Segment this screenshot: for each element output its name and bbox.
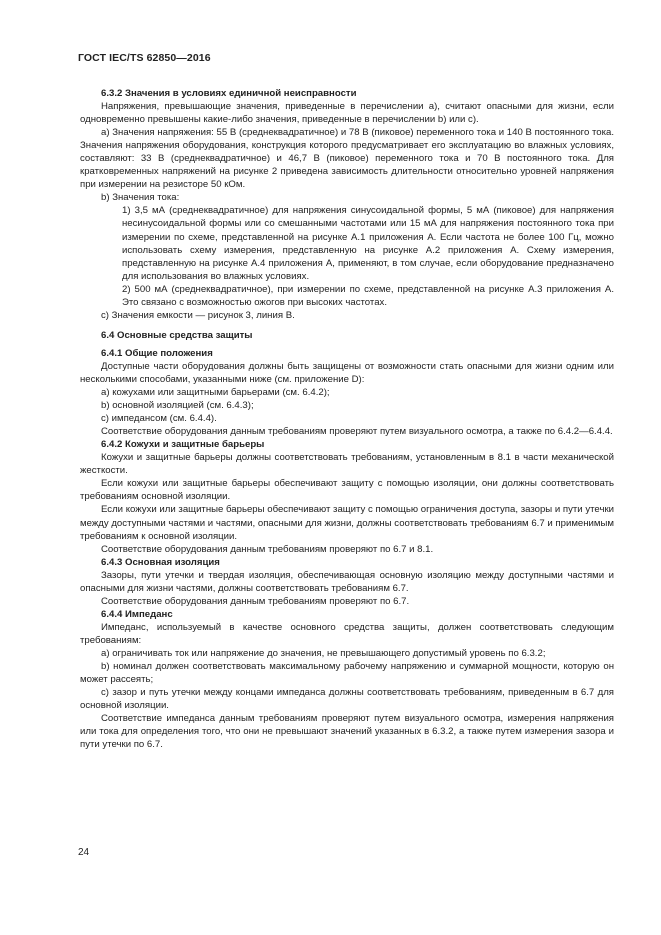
paragraph: а) кожухами или защитными барьерами (см. 6.4.2); xyxy=(101,387,330,399)
section-heading: 6.4.2 Кожухи и защитные барьеры xyxy=(101,439,265,451)
paragraph: b) номинал должен соответствовать максимальному рабочему напряжению и суммарной мощности, которую он может рассеять; xyxy=(80,661,614,686)
section-heading: 6.4.3 Основная изоляция xyxy=(101,556,220,568)
paragraph: Соответствие оборудования данным требованиям проверяют путем визуального осмотра, а также по 6.4.2—6.4.4. xyxy=(101,426,613,438)
document-body xyxy=(80,87,614,751)
paragraph: Если кожухи или защитные барьеры обеспечивают защиту с помощью изоляции, они должны соответствовать требованиям основной изоляции. xyxy=(80,478,614,503)
paragraph: Зазоры, пути утечки и твердая изоляция, обеспечивающая основную изоляцию между доступными частями и опасными для жизни частями, должны соответствовать требованиям 6.7. xyxy=(80,569,614,594)
paragraph: Напряжения, превышающие значения, приведенные в перечислении а), считают опасными для жизни, если одновременно превышены какие-либо значения, приведенные в перечислении b) или с). xyxy=(80,101,614,126)
paragraph: Доступные части оборудования должны быть защищены от возможности стать опасными для жизни одним или несколькими способами, указанными ниже (см. приложение D): xyxy=(80,360,614,385)
paragraph: Импеданс, используемый в качестве основного средства защиты, должен соответствовать следующим требованиям: xyxy=(80,621,614,646)
paragraph: с) Значения емкости — рисунок 3, линия В. xyxy=(101,309,295,321)
running-header: ГОСТ IEC/TS 62850—2016 xyxy=(78,52,211,64)
section-heading: 6.4.4 Импеданс xyxy=(101,608,173,620)
section-heading: 6.3.2 Значения в условиях единичной неисправности xyxy=(101,88,357,99)
paragraph: Если кожухи или защитные барьеры обеспечивают защиту с помощью ограничения доступа, зазоры и пути утечки между доступными частями и частями, опасными для жизни, должны соответствовать требованиям 6.7 и применимым требованиям к основной изоляции. xyxy=(80,504,614,542)
paragraph: 1) 3,5 мА (среднеквадратичное) для напряжения синусоидальной формы, 5 мА (пиковое) для напряжения несинусоидальной формы или со смешанными частотами или 15 мА для напряжения постоянного тока при измерении по схеме, представленной на рисунке А.1 приложения А. Если частота не более 100 Гц, можно использовать схему измерения, представленную на рисунке А.2 приложения А. Схему измерения, представленную на рисунке А.4 приложения А, применяют, в том случае, если оборудование предназначено для использования во влажных условиях. xyxy=(122,205,614,282)
paragraph: b) основной изоляцией (см. 6.4.3); xyxy=(101,400,254,412)
paragraph: Кожухи и защитные барьеры должны соответствовать требованиям, установленным в 8.1 в части механической жесткости. xyxy=(80,452,614,477)
paragraph: 2) 500 мА (среднеквадратичное), при измерении по схеме, представленной на рисунке А.3 приложения А. Это связано с возможностью ожогов при высоких частотах. xyxy=(122,283,614,308)
section-heading: 6.4.1 Общие положения xyxy=(101,347,213,359)
section-heading: 6.4 Основные средства защиты xyxy=(101,329,253,341)
paragraph: а) Значения напряжения: 55 В (среднеквадратичное) и 78 В (пиковое) переменного тока и 140 В постоянного тока. Значения напряжения оборудования, конструкция которого предусматривает его эксплуатацию во влажных условиях, составляют: 33 В (среднеквадратичное) и 46,7 В (пиковое) переменного тока и 70 В постоянного тока. Для кратковременных напряжений на рисунке 2 приведена зависимость длительности относительно уровней напряжения при измерении на резисторе 50 кОм. xyxy=(80,127,614,191)
paragraph: b) Значения тока: xyxy=(101,192,180,204)
paragraph: Соответствие оборудования данным требованиям проверяют по 6.7 и 8.1. xyxy=(101,543,434,555)
paragraph: а) ограничивать ток или напряжение до значения, не превышающего допустимый уровень по 6.3.2; xyxy=(101,647,546,659)
paragraph: Соответствие импеданса данным требованиям проверяют путем визуального осмотра, измерения напряжения или тока для определения того, что они не превышают значений указанных в 6.3.2, а также путем измерения зазора и пути утечки по 6.7. xyxy=(80,713,614,751)
paragraph: Соответствие оборудования данным требованиям проверяют по 6.7. xyxy=(101,595,410,607)
page-number: 24 xyxy=(78,847,90,858)
paragraph: с) импедансом (см. 6.4.4). xyxy=(101,413,217,425)
paragraph: с) зазор и путь утечки между концами импеданса должны соответствовать требованиям, приведенным в 6.7 для основной изоляции. xyxy=(80,687,614,712)
